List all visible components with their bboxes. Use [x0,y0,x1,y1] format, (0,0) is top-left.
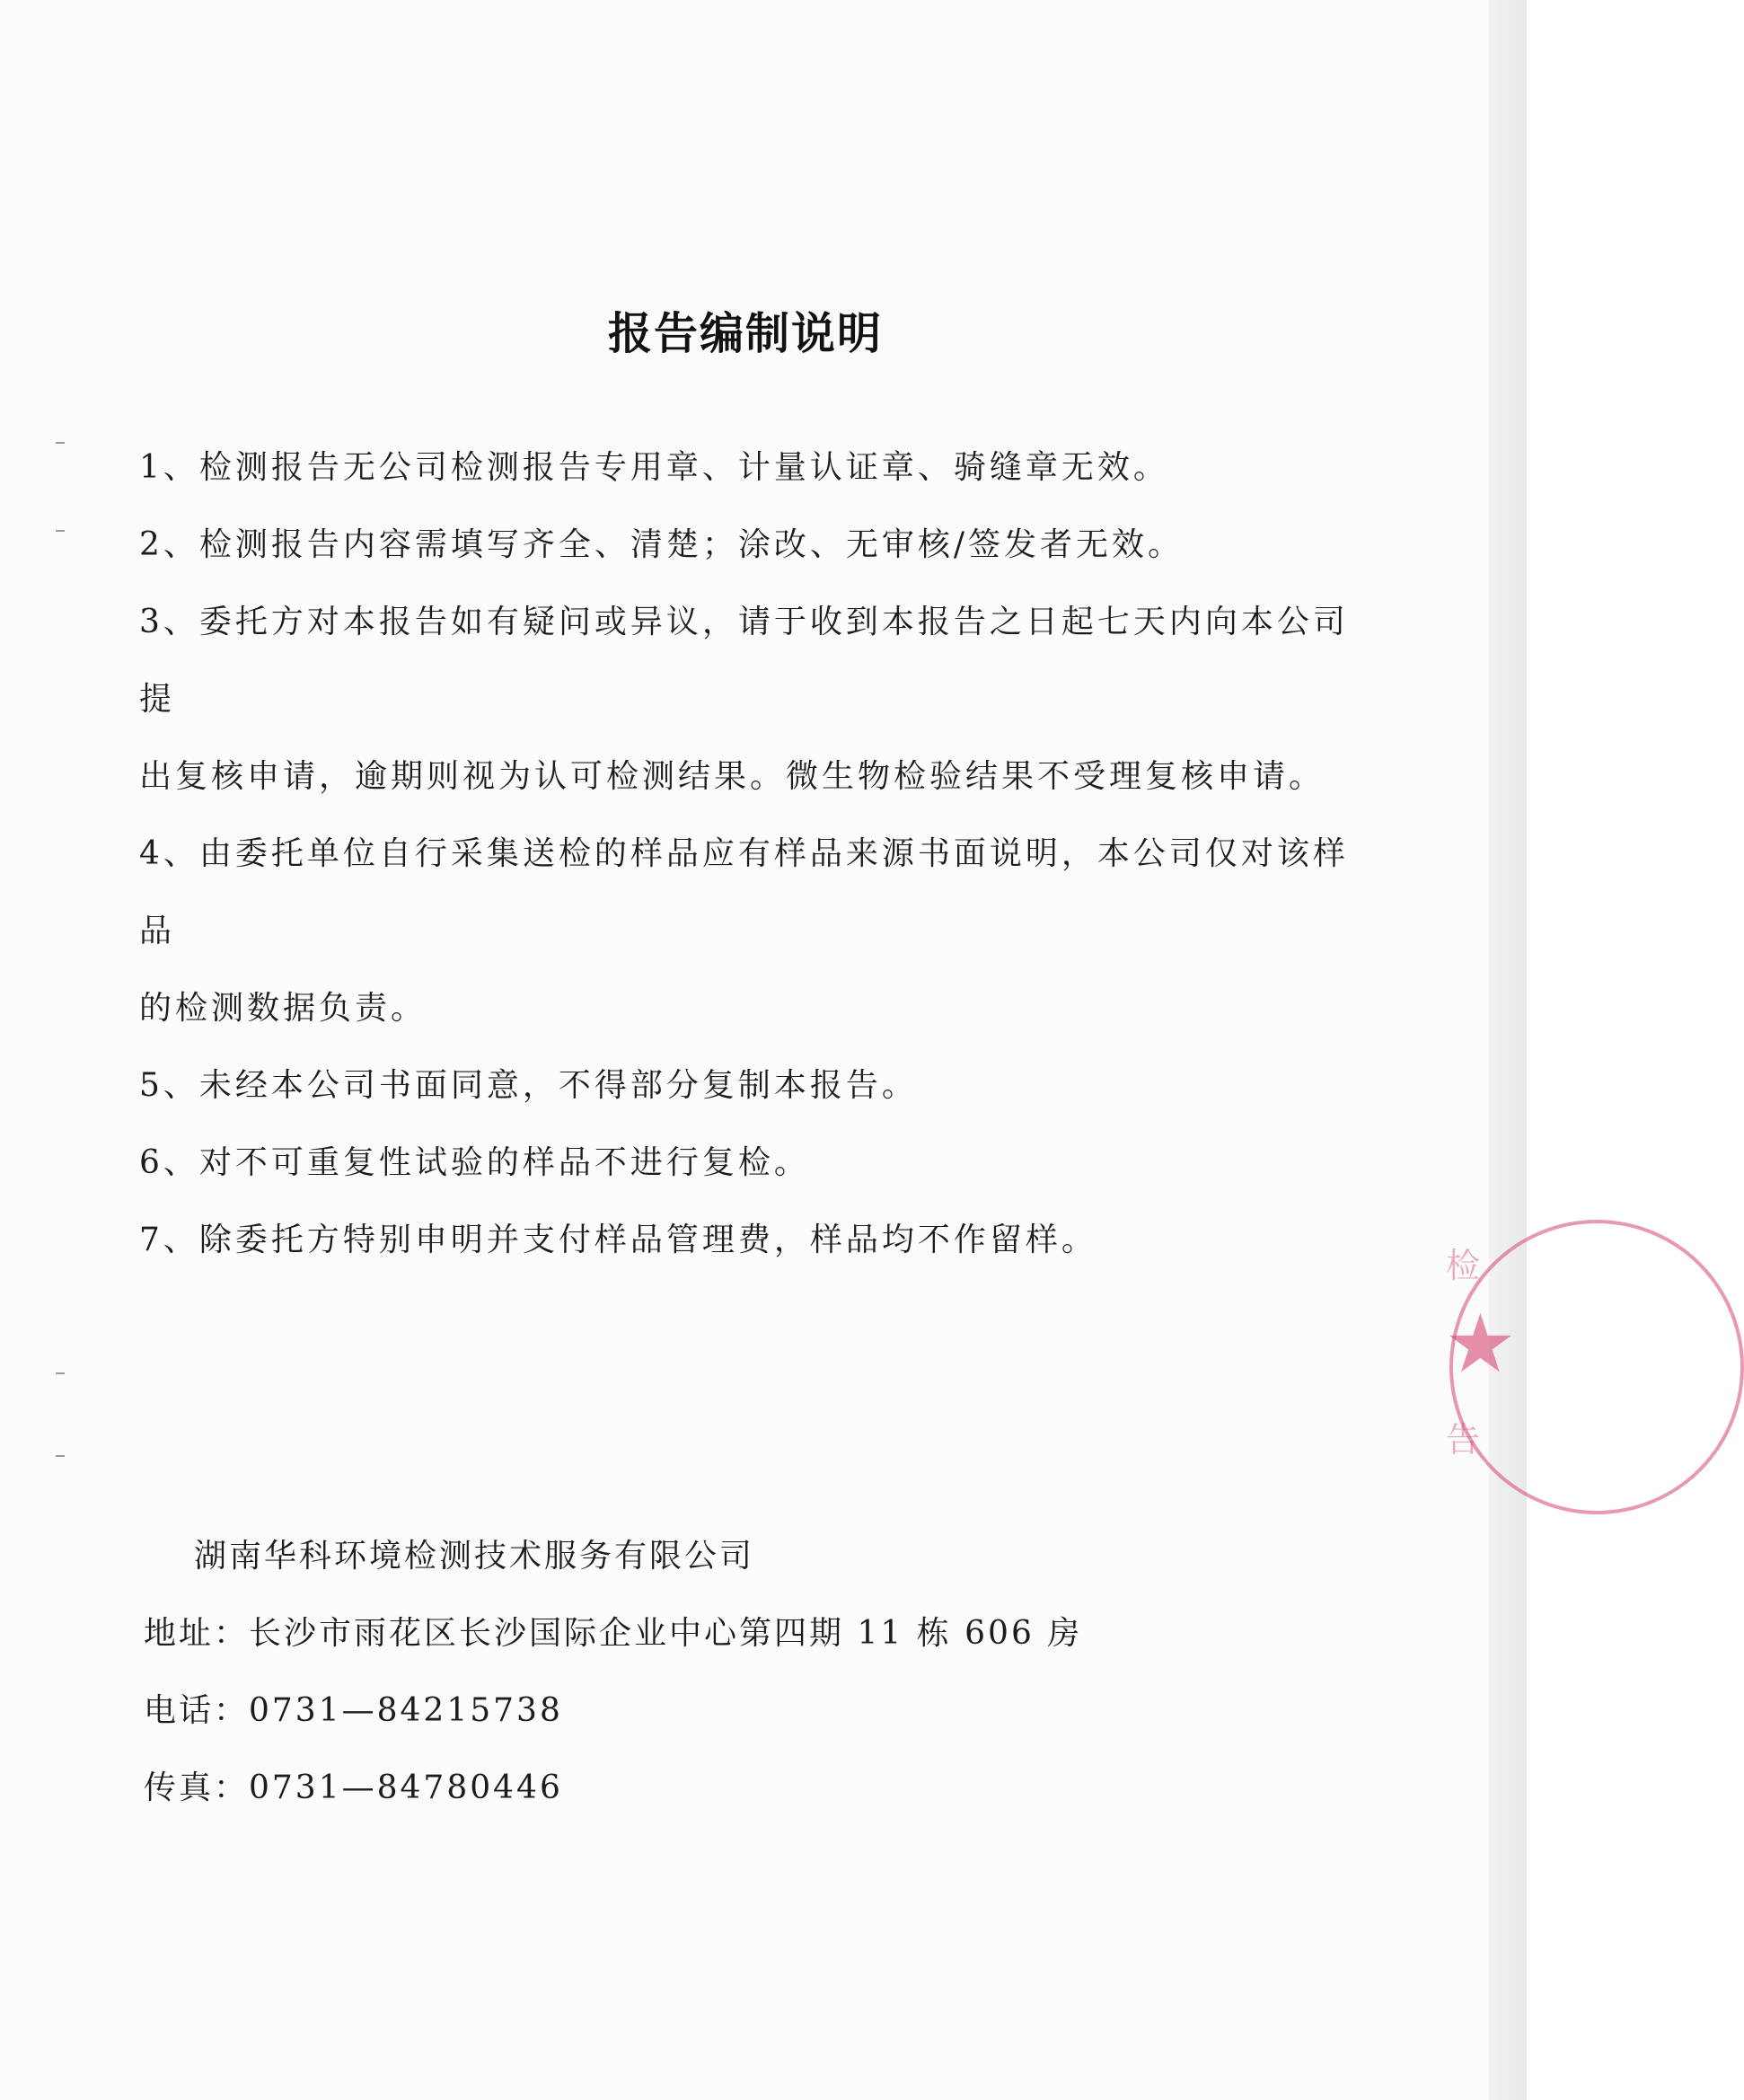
note-item: 6、对不可重复性试验的样品不进行复检。 [139,1144,810,1181]
company-fax: 传真：0731—84780446 [144,1769,563,1806]
seal-stamp [1444,1214,1517,1511]
notes-list [139,429,1361,1279]
stamp-text-fragment: 告 [1446,1420,1481,1460]
note-item: 5、未经本公司书面同意，不得部分复制本报告。 [139,1067,918,1104]
note-item: 3、委托方对本报告如有疑问或异议，请于收到本报告之日起七天内向本公司提 [139,604,1349,718]
page-edge [1489,0,1527,2100]
note-item: 4、由委托单位自行采集送检的样品应有样品来源书面说明，本公司仅对该样品 [139,835,1349,949]
scan-mark [56,530,65,532]
company-info [144,1518,1311,1827]
note-item: 1、检测报告无公司检测报告专用章、计量认证章、骑缝章无效。 [139,449,1169,486]
scan-mark [56,442,65,444]
company-phone: 电话：0731—84215738 [144,1692,563,1729]
scan-mark [56,1372,65,1374]
scan-mark [56,1455,65,1457]
note-item: 7、除委托方特别申明并支付样品管理费，样品均不作留样。 [139,1222,1097,1258]
document-title: 报告编制说明 [607,307,883,359]
company-name: 湖南华科环境检测技术服务有限公司 [194,1538,755,1575]
star-icon: ★ [1444,1297,1517,1391]
company-address: 地址：长沙市雨花区长沙国际企业中心第四期 11 栋 606 房 [144,1615,1083,1652]
note-item: 出复核申请，逾期则视为认可检测结果。微生物检验结果不受理复核申请。 [139,758,1326,795]
stamp-text-fragment: 检 [1446,1246,1481,1285]
note-item: 的检测数据负责。 [139,990,427,1027]
note-item: 2、检测报告内容需填写齐全、清楚；涂改、无审核/签发者无效。 [139,526,1185,563]
